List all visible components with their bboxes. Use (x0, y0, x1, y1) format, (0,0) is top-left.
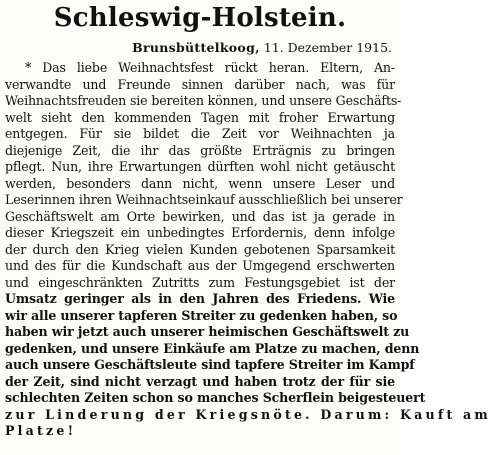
article-line: welt sieht den kommenden Tagen mit froher Erwartung (5, 109, 395, 125)
article-line: werden, besonders dann nicht, wenn unsere Leser und (5, 175, 395, 191)
article-line: verwandte und Freunde sinnen darüber nach, was für (5, 76, 395, 92)
article-line: Weihnachtsfreuden sie bereiten können, und unsere Geschäfts- (5, 93, 402, 108)
article-line: diejenige Zeit, die ihr das größte Erträgnis zu bringen (5, 142, 395, 158)
article-line: dieser Kriegszeit ein unbedingtes Erfordernis, denn infolge (5, 225, 395, 240)
article-body (5, 60, 491, 440)
dateline-place: Brunsbüttelkoog, (132, 40, 260, 55)
dateline (132, 40, 392, 56)
article-line: wir alle unserer tapferen Streiter zu gedenken haben, so (5, 307, 398, 323)
article-line: schlechten Zeiten schon so manches Scherflein beigesteuert (5, 390, 426, 405)
article-line: der Zeit, sind nicht verzagt und haben trotz der für sie (5, 373, 395, 389)
article-line: Geschäftswelt am Orte bewirken, und das ist ja gerade in (5, 208, 395, 224)
article-line: * Das liebe Weihnachtsfest rückt heran. Eltern, An- (25, 60, 395, 75)
article-line: haben wir jetzt auch unserer heimischen Geschäftswelt zu (5, 324, 410, 339)
article-line: zur Linderung der Kriegsnöte. Darum: Kauft am (5, 406, 491, 422)
headline: Schleswig-Holstein. (53, 3, 347, 33)
article-line: und des für die Kundschaft aus der Umgegend erschwerten (5, 258, 395, 273)
article-line: der durch den Krieg vielen Kunden gebotenen Sparsamkeit (5, 241, 395, 257)
article-line: Platze! (5, 423, 77, 438)
article-line: Umsatz geringer als in den Jahren des Friedens. Wie (5, 291, 395, 306)
article-line: und eingeschränkten Zutritts zum Festungsgebiet ist der (5, 274, 395, 290)
article-line: auch unsere Geschäftsleute sind tapfere Streiter im Kampf (5, 357, 415, 372)
article-line: gedenken, und unsere Einkäufe am Platze zu machen, denn (5, 340, 420, 356)
article-line: entgegen. Für sie bildet die Zeit vor Weihnachten ja (5, 126, 395, 141)
dateline-date: 11. Dezember 1915. (263, 40, 392, 55)
article-line: Leserinnen ihren Weihnachtseinkauf ausschließlich bei unserer (5, 192, 403, 207)
article-line: pflegt. Nun, ihre Erwartungen dürften wohl nicht getäuscht (5, 159, 395, 174)
